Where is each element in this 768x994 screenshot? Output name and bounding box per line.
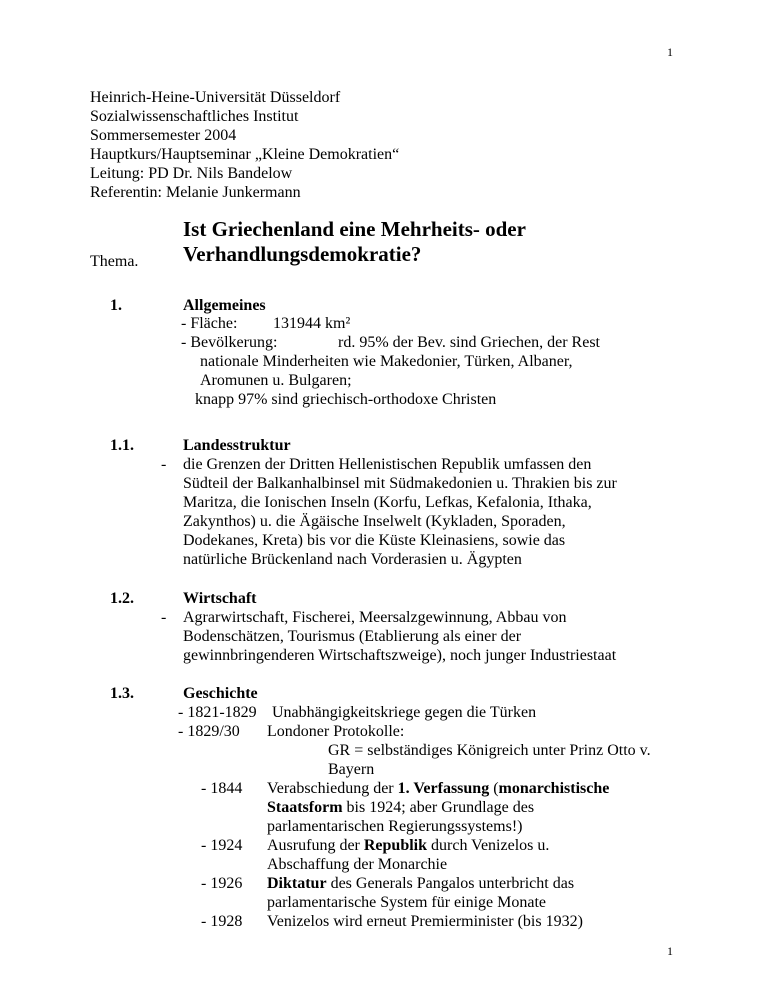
- section-1-1-number: 1.1.: [110, 437, 134, 454]
- event-text: Venizelos wird erneut Premierminister (bis 1932): [267, 913, 583, 930]
- event-date: - 1924: [201, 837, 243, 854]
- bevoelkerung-label: - Bevölkerung:: [181, 334, 278, 351]
- bevoelkerung-line4: knapp 97% sind griechisch-orthodoxe Christen: [195, 391, 497, 408]
- event-text-part: bis 1924; aber Grundlage des: [342, 799, 535, 816]
- header-course: Hauptkurs/Hauptseminar „Kleine Demokratien“: [90, 146, 400, 163]
- bevoelkerung-line3: Aromunen u. Bulgaren;: [200, 372, 352, 389]
- landesstruktur-line4: Zakynthos) u. die Ägäische Inselwelt (Kykladen, Sporaden,: [183, 513, 566, 530]
- header-semester: Sommersemester 2004: [90, 127, 237, 144]
- header-lecturer: Leitung: PD Dr. Nils Bandelow: [90, 165, 293, 182]
- landesstruktur-line3: Maritza, die Ionischen Inseln (Korfu, Lefkas, Kefalonia, Ithaka,: [183, 494, 592, 511]
- thema-title-line1: Ist Griechenland eine Mehrheits- oder: [183, 217, 526, 241]
- event-date: - 1844: [201, 780, 243, 797]
- landesstruktur-line2: Südteil der Balkanhalbinsel mit Südmakedonien u. Thrakien bis zur: [183, 475, 617, 492]
- event-text: Abschaffung der Monarchie: [267, 856, 448, 873]
- event-text: Unabhängigkeitskriege gegen die Türken: [272, 704, 537, 721]
- header-presenter: Referentin: Melanie Junkermann: [90, 184, 301, 201]
- event-text: [267, 779, 609, 798]
- event-subtext: GR = selbständiges Königreich unter Prinz Otto v.: [328, 742, 651, 759]
- thema-title: [183, 217, 663, 267]
- event-emphasis: 1. Verfassung: [397, 780, 490, 797]
- bevoelkerung-line2: nationale Minderheiten wie Makedonier, Türken, Albaner,: [200, 353, 573, 370]
- event-text-part: Ausrufung der: [267, 837, 364, 854]
- event-date: - 1821-1829: [178, 704, 257, 721]
- landesstruktur-line1: die Grenzen der Dritten Hellenistischen Republik umfassen den: [183, 456, 592, 473]
- landesstruktur-line5: Dodekanes, Kreta) bis vor die Küste Kleinasiens, sowie das: [183, 532, 566, 549]
- header-institute: Sozialwissenschaftliches Institut: [90, 108, 299, 125]
- event-text-part: Verabschiedung der: [267, 780, 398, 797]
- wirtschaft-line2: Bodenschätzen, Tourismus (Etablierung als einer der: [183, 628, 522, 645]
- section-1-2-dash: -: [161, 609, 167, 626]
- event-date: - 1829/30: [178, 723, 240, 740]
- event-text-part: durch Venizelos u.: [427, 837, 550, 854]
- event-text: [267, 836, 549, 855]
- bevoelkerung-value: rd. 95% der Bev. sind Griechen, der Rest: [338, 334, 600, 351]
- event-text: parlamentarischen Regierungssystems!): [267, 818, 523, 835]
- event-text-part: des Generals Pangalos unterbricht das: [326, 875, 575, 892]
- section-1-number: 1.: [110, 297, 122, 314]
- event-emphasis: Staatsform: [267, 799, 343, 816]
- landesstruktur-line6: natürliche Brückenland nach Vorderasien u. Ägypten: [183, 551, 522, 568]
- event-emphasis: Diktatur: [267, 875, 327, 892]
- section-1-1-dash: -: [161, 456, 167, 473]
- thema-title-line2: Verhandlungsdemokratie?: [183, 242, 422, 266]
- document-header: [90, 88, 399, 202]
- section-1-2-heading: Wirtschaft: [183, 590, 257, 607]
- page-number-bottom: 1: [667, 944, 673, 958]
- event-date: - 1928: [201, 913, 243, 930]
- section-1-3-number: 1.3.: [110, 685, 134, 702]
- wirtschaft-line3: gewinnbringenderen Wirtschaftszweige), noch junger Industriestaat: [183, 647, 617, 664]
- flaeche-value: 131944 km²: [273, 315, 351, 332]
- event-text-part: (: [489, 780, 499, 797]
- header-university: Heinrich-Heine-Universität Düsseldorf: [90, 89, 341, 106]
- event-text: [267, 798, 534, 817]
- section-1-2-number: 1.2.: [110, 590, 134, 607]
- flaeche-label: - Fläche:: [181, 315, 238, 332]
- section-1-1-heading: Landesstruktur: [183, 437, 291, 454]
- wirtschaft-line1: Agrarwirtschaft, Fischerei, Meersalzgewinnung, Abbau von: [183, 609, 567, 626]
- event-date: - 1926: [201, 875, 243, 892]
- event-text: Londoner Protokolle:: [267, 723, 405, 740]
- event-subtext: Bayern: [328, 761, 375, 778]
- event-emphasis: monarchistische: [498, 780, 610, 797]
- section-1-3-heading: Geschichte: [183, 685, 258, 702]
- thema-label: Thema.: [90, 253, 139, 270]
- event-emphasis: Republik: [363, 837, 428, 854]
- page-number-top: 1: [667, 45, 673, 59]
- event-text: [267, 874, 574, 893]
- section-1-heading: Allgemeines: [183, 297, 266, 314]
- event-text: parlamentarische System für einige Monate: [267, 894, 547, 911]
